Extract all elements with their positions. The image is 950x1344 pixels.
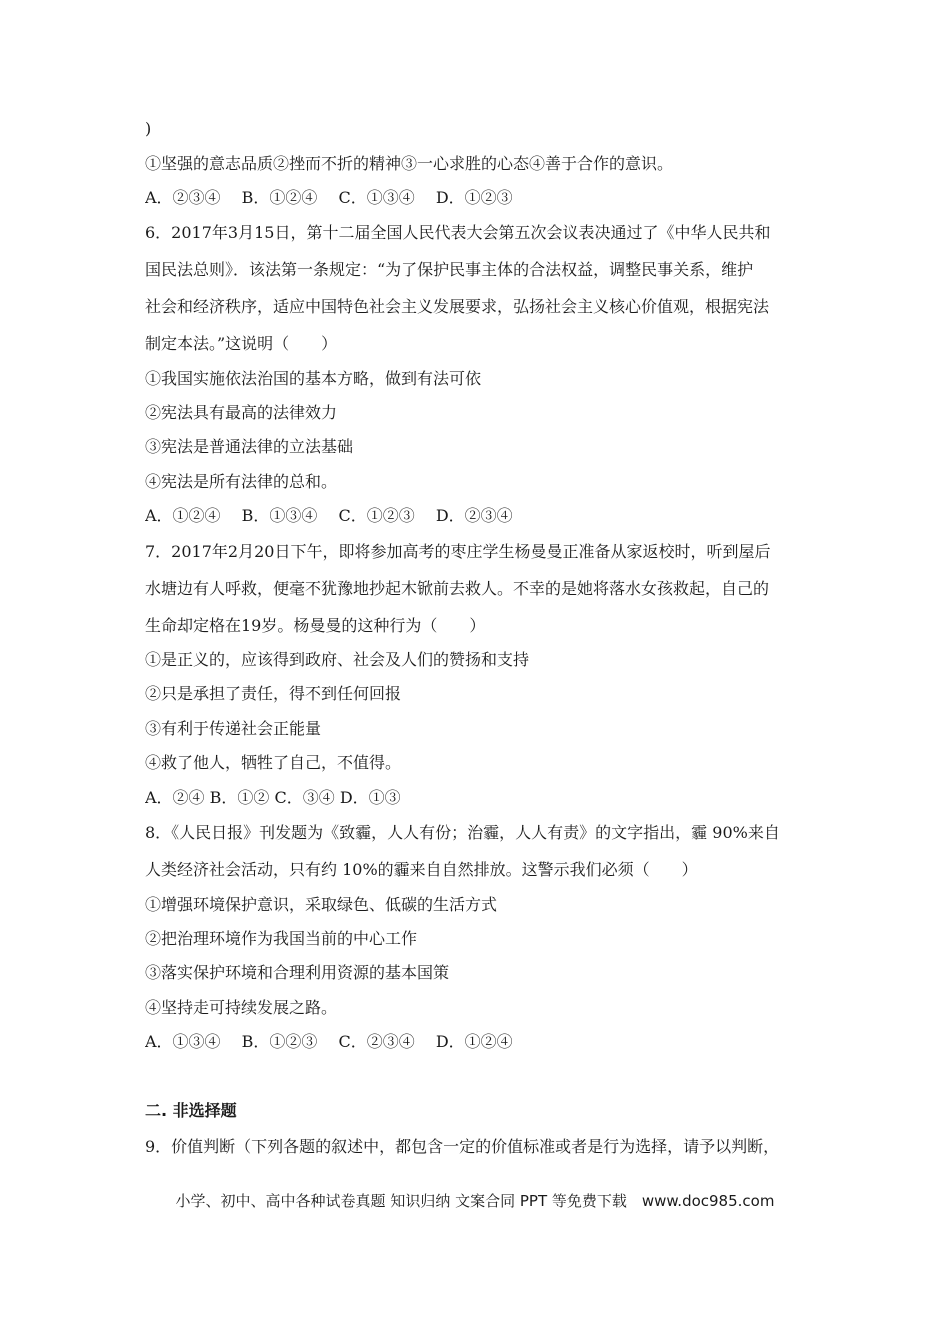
text-line: 水塘边有人呼救，便毫不犹豫地抄起木锨前去救人。不幸的是她将落水女孩救起，自己的: [145, 579, 770, 598]
option-line: ①增强环境保护意识，采取绿色、低碳的生活方式: [145, 895, 498, 914]
answer-options: A．②④ B．①② C．③④ D．①③: [145, 788, 401, 807]
text-line: 人类经济社会活动，只有约 10%的霾来自自然排放。这警示我们必须（ ）: [145, 860, 698, 879]
text-line: 社会和经济秩序，适应中国特色社会主义发展要求，弘扬社会主义核心价值观，根据宪法: [145, 297, 770, 316]
text-line: 国民法总则》．该法第一条规定：“为了保护民事主体的合法权益，调整民事关系，维护: [145, 260, 754, 279]
section-heading: 二. 非选择题: [145, 1101, 237, 1120]
option-line: ②只是承担了责任，得不到任何回报: [145, 684, 402, 703]
option-line: ④宪法是所有法律的总和。: [145, 472, 338, 491]
option-line: ③宪法是普通法律的立法基础: [145, 437, 354, 456]
text-line: 制定本法。”这说明（ ）: [145, 334, 338, 353]
text-line: ): [145, 119, 152, 138]
option-line: ②把治理环境作为我国当前的中心工作: [145, 929, 418, 948]
option-line: ②宪法具有最高的法律效力: [145, 403, 338, 422]
question-9-text: 9．价值判断（下列各题的叙述中，都包含一定的价值标准或者是行为选择，请予以判断，: [145, 1137, 780, 1156]
footer-text: 小学、初中、高中各种试卷真题 知识归纳 文案合同 PPT 等免费下载 www.doc985.com: [175, 1192, 775, 1210]
text-line: ①坚强的意志品质②挫而不折的精神③一心求胜的心态④善于合作的意识。: [145, 154, 674, 173]
answer-options: A．①②④ B．①③④ C．①②③ D．②③④: [145, 506, 513, 525]
option-line: ①我国实施依法治国的基本方略，做到有法可依: [145, 369, 482, 388]
question-6-text: 6．2017年3月15日，第十二届全国人民代表大会第五次会议表决通过了《中华人民共和: [145, 223, 771, 242]
option-line: ①是正义的，应该得到政府、社会及人们的赞扬和支持: [145, 650, 530, 669]
answer-options: A．②③④ B．①②④ C．①③④ D．①②③: [145, 188, 513, 207]
question-7-text: 7．2017年2月20日下午，即将参加高考的枣庄学生杨曼曼正准备从家返校时，听到屋后: [145, 542, 771, 561]
answer-options: A．①③④ B．①②③ C．②③④ D．①②④: [145, 1032, 513, 1051]
question-8-text: 8．《人民日报》刊发题为《致霾，人人有份；治霾，人人有责》的文字指出，霾 90%来自: [145, 823, 780, 842]
option-line: ④坚持走可持续发展之路。: [145, 998, 338, 1017]
option-line: ③落实保护环境和合理利用资源的基本国策: [145, 963, 450, 982]
option-line: ④救了他人，牺牲了自己，不值得。: [145, 753, 402, 772]
text-line: 生命却定格在19岁。杨曼曼的这种行为（ ）: [145, 616, 486, 635]
option-line: ③有利于传递社会正能量: [145, 719, 322, 738]
